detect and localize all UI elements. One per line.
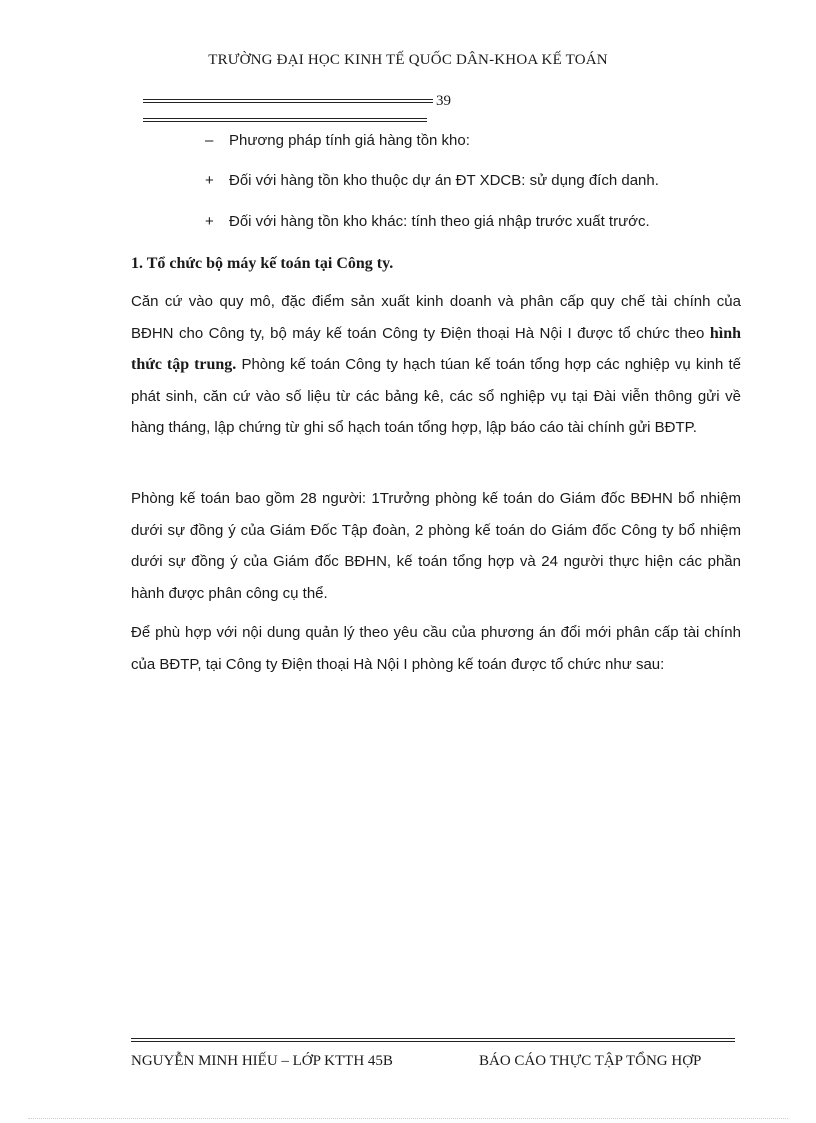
paragraph-text: Phòng kế toán Công ty hạch túan kế toán tổng hợp các nghiệp vụ kinh tế phát sinh, căn cứ vào số liệu từ các bảng kê, các sổ nghiệp vụ tại Đài viễn thông gửi về hàng tháng, lập chứng từ ghi sổ hạch toán tổng hợp, lập báo cáo tài chính gửi BĐTP. — [131, 356, 741, 436]
list-item — [205, 172, 659, 189]
page-footer — [131, 1053, 735, 1070]
page-edge-divider — [28, 1118, 788, 1119]
footer-report-title: BÁO CÁO THỰC TẬP TỔNG HỢP — [479, 1053, 702, 1069]
page-number: 39 — [436, 93, 451, 109]
list-item — [205, 213, 650, 230]
footer-author: NGUYỄN MINH HIẾU – LỚP KTTH 45B — [131, 1053, 393, 1069]
list-item-text: Đối với hàng tồn kho khác: tính theo giá nhập trước xuất trước. — [229, 213, 650, 230]
paragraph: Để phù hợp với nội dung quản lý theo yêu cầu của phương án đổi mới phân cấp tài chính của BĐTP, tại Công ty Điện thoại Hà Nội I phòng kế toán được tổ chức như sau: — [131, 624, 741, 673]
paragraph — [131, 286, 741, 444]
page-header-title: TRƯỜNG ĐẠI HỌC KINH TẾ QUỐC DÂN-KHOA KẾ TOÁN — [208, 52, 608, 68]
header-double-rule-secondary — [143, 118, 427, 122]
list-item-text: Đối với hàng tồn kho thuộc dự án ĐT XDCB: sử dụng đích danh. — [229, 172, 659, 189]
paragraph-text: Căn cứ vào quy mô, đặc điểm sản xuất kinh doanh và phân cấp quy chế tài chính của BĐHN cho Công ty, bộ máy kế toán Công ty Điện thoại Hà Nội I được tổ chức theo — [131, 293, 741, 342]
plus-bullet: + — [205, 213, 214, 230]
header-double-rule — [143, 99, 433, 103]
list-item — [205, 132, 470, 149]
footer-double-rule — [131, 1038, 735, 1042]
dash-bullet: – — [205, 132, 214, 149]
paragraph: Phòng kế toán bao gồm 28 người: 1Trưởng phòng kế toán do Giám đốc BĐHN bổ nhiệm dưới sự đồng ý của Giám Đốc Tập đoàn, 2 phòng kế toán do Giám đốc Công ty bổ nhiệm dưới sự đồng ý của Giám đốc BĐHN, kế toán tổng hợp và 24 người thực hiện các phần hành được phân công cụ thể. — [131, 490, 741, 602]
bold-phrase: hình thức tập trung. — [131, 324, 741, 373]
list-item-text: Phương pháp tính giá hàng tồn kho: — [229, 132, 470, 149]
section-heading: 1. Tổ chức bộ máy kế toán tại Công ty. — [131, 255, 394, 272]
plus-bullet: + — [205, 172, 214, 189]
header-rule-row — [143, 92, 451, 110]
